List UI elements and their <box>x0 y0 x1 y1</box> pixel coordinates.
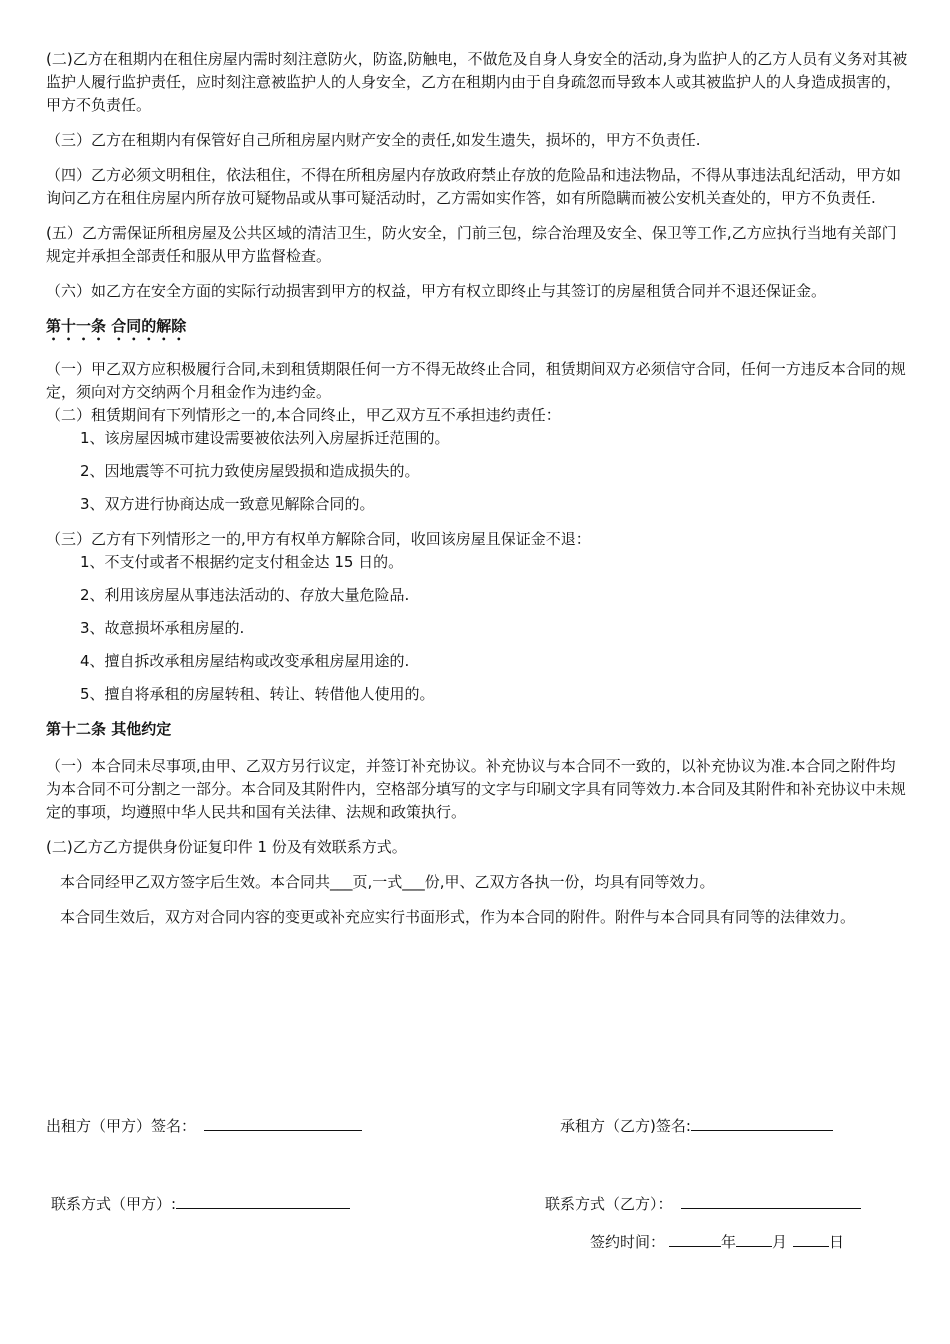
lessor-contact <box>51 1192 350 1216</box>
art11-heading: 第十一条 合同的解除 <box>46 317 187 335</box>
list-item: 3、双方进行协商达成一致意见解除合同的。 <box>80 495 375 513</box>
day-blank[interactable] <box>793 1230 829 1247</box>
art11-clause-2: （二）租赁期间有下列情形之一的,本合同终止，甲乙双方互不承担违约责任： <box>46 406 561 424</box>
lessee-contact-line[interactable] <box>681 1192 861 1209</box>
list-item: 2、利用该房屋从事违法活动的、存放大量危险品. <box>80 586 410 604</box>
lessor-sign-label: 出租方（甲方）签名： <box>46 1117 197 1135</box>
day-label: 日 <box>829 1233 845 1251</box>
month-label: 月 <box>772 1233 788 1251</box>
art11-clause-3: （三）乙方有下列情形之一的,甲方有权单方解除合同，收回该房屋且保证金不退： <box>46 530 591 548</box>
year-label: 年 <box>721 1233 737 1251</box>
art10-clause-4: （四）乙方必须文明租住，依法租住，不得在所租房屋内存放政府禁止存放的危险品和违法物品，不得从事违法乱纪活动，甲方如询问乙方在租住房屋内所存放可疑物品或从事可疑活动时，乙方需如实作答，如有所隐瞒而被公安机关查处的，甲方不负责任. <box>46 166 902 207</box>
art11-clause-3-list <box>46 551 908 706</box>
list-item: 1、该房屋因城市建设需要被依法列入房屋拆迁范围的。 <box>80 429 450 447</box>
lessee-sign-line[interactable] <box>691 1114 833 1131</box>
list-item: 2、因地震等不可抗力致使房屋毁损和造成损失的。 <box>80 462 420 480</box>
year-blank[interactable] <box>669 1230 721 1247</box>
lessor-contact-label: 联系方式（甲方）: <box>51 1195 177 1213</box>
signing-date <box>590 1230 844 1254</box>
list-item: 3、故意损坏承租房屋的. <box>80 619 245 637</box>
amendment-clause: 本合同生效后，双方对合同内容的变更或补充应实行书面形式，作为本合同的附件。附件与本合同具有同等的法律效力。 <box>60 908 856 926</box>
lessor-sign-line[interactable] <box>204 1114 362 1131</box>
contract-page <box>46 48 908 941</box>
lessor-contact-line[interactable] <box>176 1192 350 1209</box>
art10-clause-6: （六）如乙方在安全方面的实际行动损害到甲方的权益，甲方有权立即终止与其签订的房屋租赁合同并不退还保证金。 <box>46 282 827 300</box>
list-item: 1、不支付或者不根据约定支付租金达 15 日的。 <box>80 553 404 571</box>
lessee-sign-label: 承租方（乙方)签名: <box>560 1117 691 1135</box>
art12-clause-2: (二)乙方乙方提供身份证复印件 1 份及有效联系方式。 <box>46 838 407 856</box>
list-item: 5、擅自将承租的房屋转租、转让、转借他人使用的。 <box>80 685 435 703</box>
lessee-contact-label: 联系方式（乙方）： <box>545 1195 673 1213</box>
lessee-contact <box>545 1192 861 1216</box>
art12-heading: 第十二条 其他约定 <box>46 720 172 738</box>
art11-clause-1: （一）甲乙双方应积极履行合同,未到租赁期限任何一方不得无故终止合同，租赁期间双方必须信守合同，任何一方违反本合同的规定，须向对方交纳两个月租金作为违约金。 <box>46 360 906 401</box>
lessor-signature <box>46 1114 362 1138</box>
art12-clause-1: （一）本合同未尽事项,由甲、乙双方另行议定，并签订补充协议。补充协议与本合同不一致的，以补充协议为准.本合同之附件均为本合同不可分割之一部分。本合同及其附件内，空格部分填写的文字与印刷文字具有同等效力.本合同及其附件和补充协议中未规定的事项，均遵照中华人民共和国有关法律、法规和政策执行。 <box>46 757 906 821</box>
art10-clause-2: (二)乙方在租期内在租住房屋内需时刻注意防火，防盗,防触电，不做危及自身人身安全的活动,身为监护人的乙方人员有义务对其被监护人履行监护责任，应时刻注意被监护人的人身安全，乙方在租期内由于自身疏忽而导致本人或其被监护人的人身造成损害的，甲方不负责任。 <box>46 50 908 114</box>
date-label: 签约时间： <box>590 1233 666 1251</box>
lessee-signature <box>560 1114 833 1138</box>
art10-clause-5: (五）乙方需保证所租房屋及公共区域的清洁卫生，防火安全，门前三包，综合治理及安全、保卫等工作,乙方应执行当地有关部门规定并承担全部责任和服从甲方监督检查。 <box>46 224 897 265</box>
effect-clause: 本合同经甲乙双方签字后生效。本合同共___页,一式___份,甲、乙双方各执一份，均具有同等效力。 <box>60 873 715 891</box>
art10-clause-3: （三）乙方在租期内有保管好自己所租房屋内财产安全的责任,如发生遗失，损坏的，甲方不负责任. <box>46 131 701 149</box>
month-blank[interactable] <box>736 1230 772 1247</box>
art11-clause-2-list <box>46 427 908 516</box>
list-item: 4、擅自拆改承租房屋结构或改变承租房屋用途的. <box>80 652 410 670</box>
